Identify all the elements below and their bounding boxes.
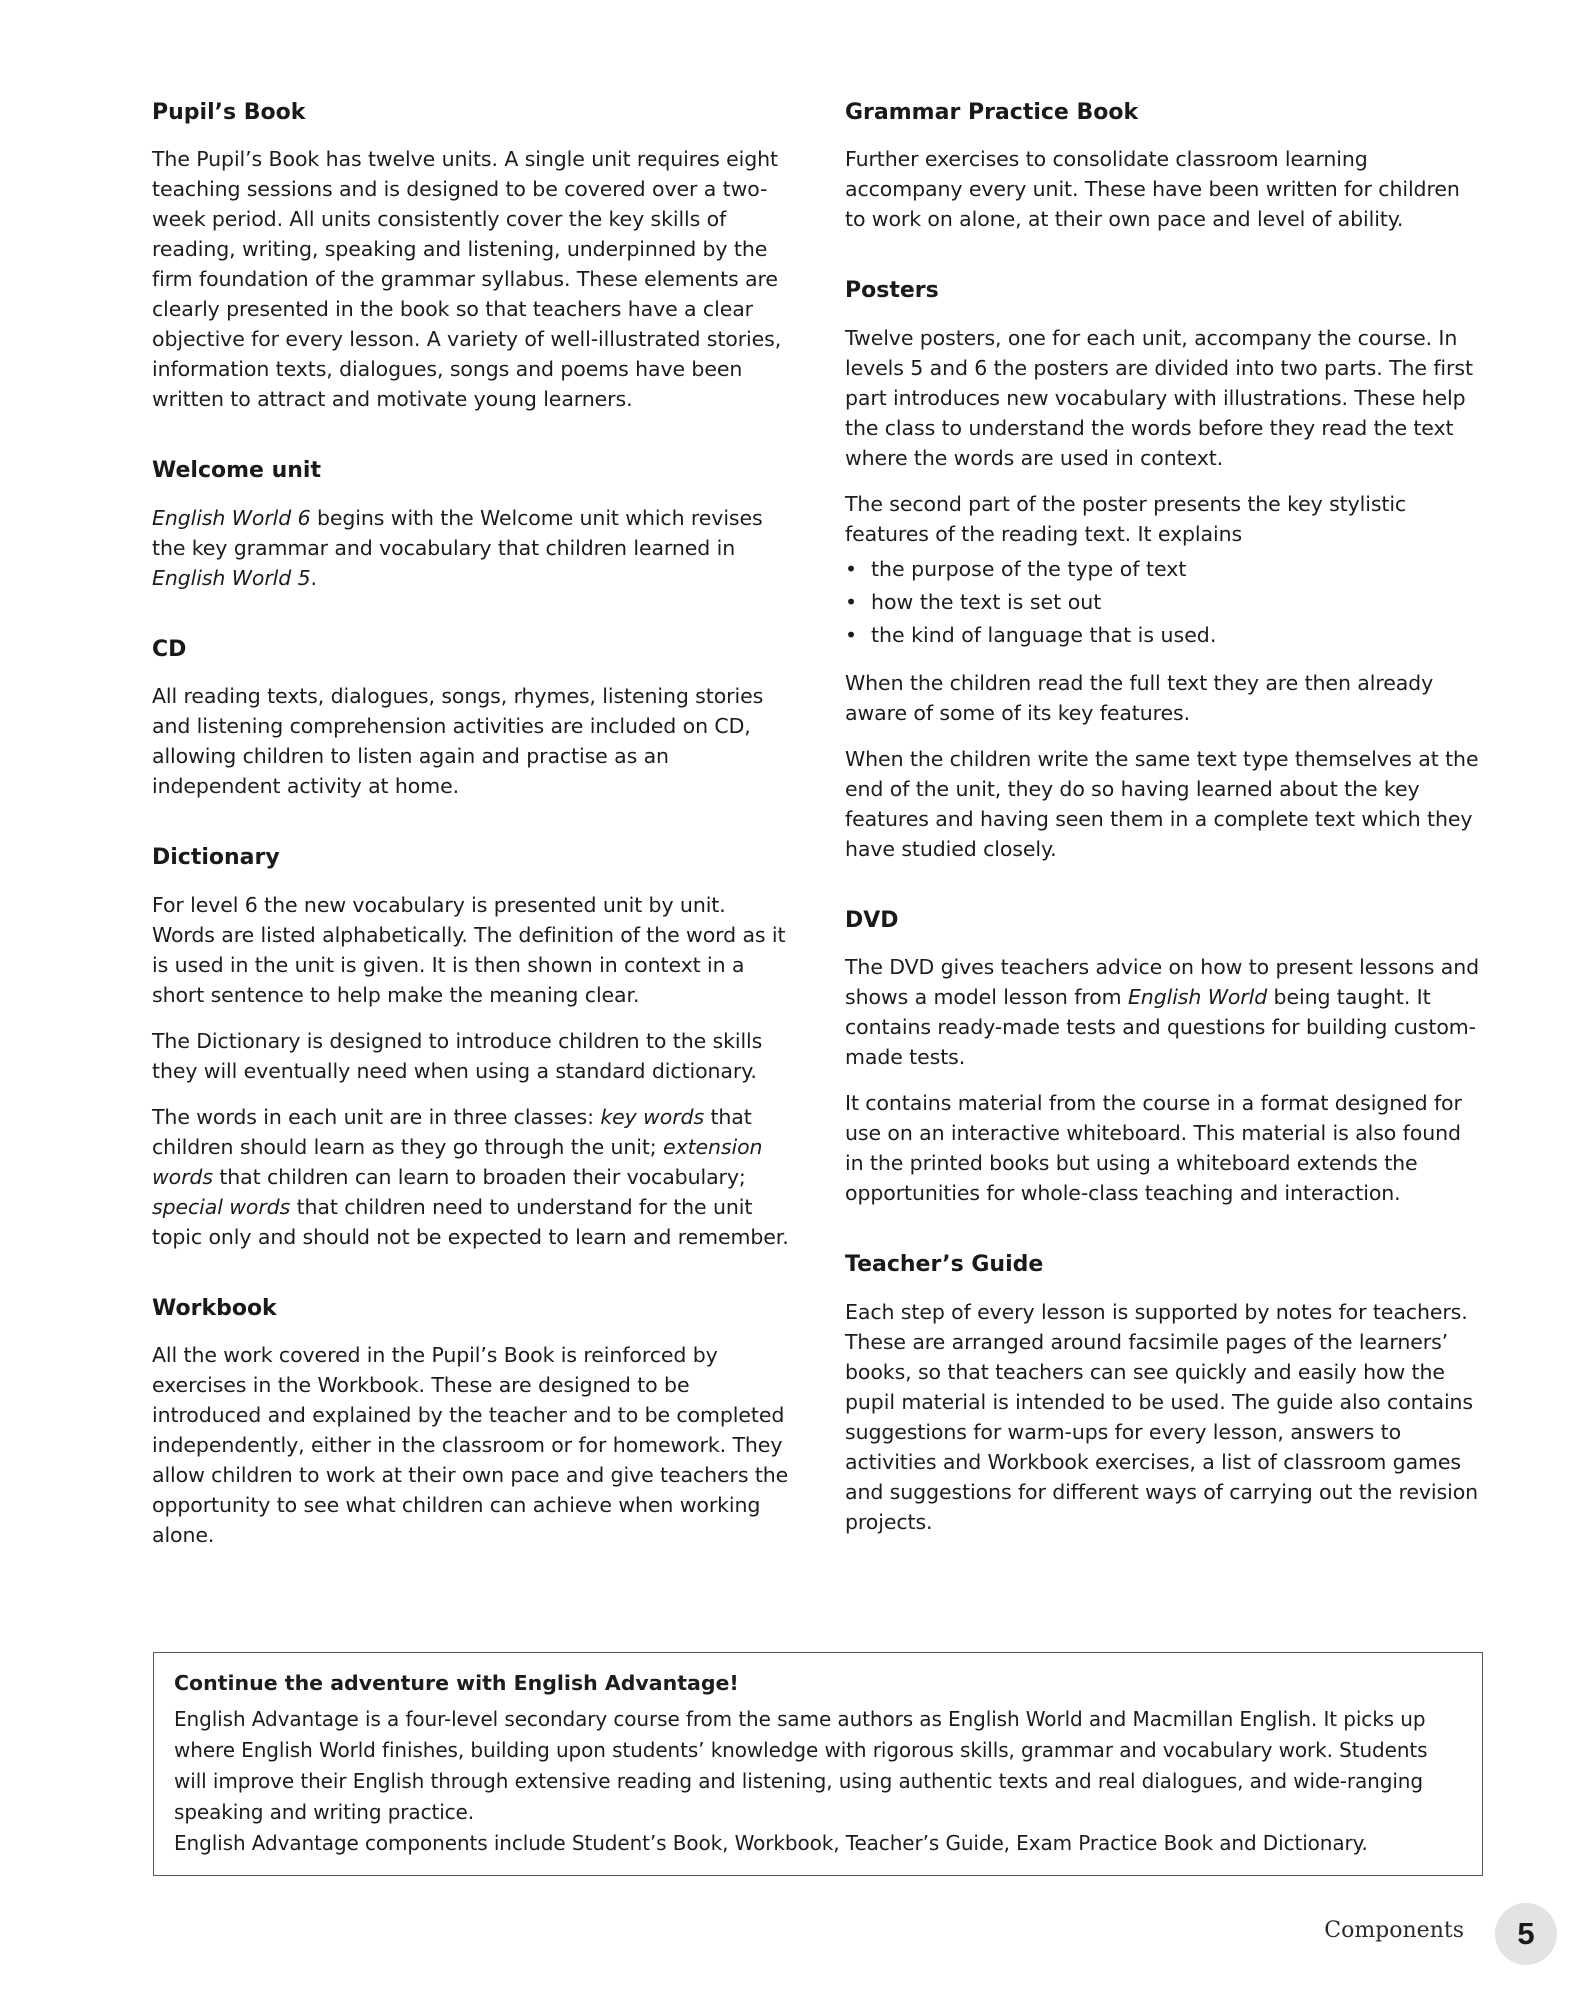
book-title: English World 5: [152, 565, 311, 590]
footer-section-label: Components: [1324, 1918, 1464, 1943]
term-special-words: special words: [152, 1194, 291, 1219]
section-welcome-unit: [152, 458, 792, 592]
paragraph: Each step of every lesson is supported by notes for teachers. These are arranged around facsimile pages of the learners’ books, so that teachers can see quickly and easily how the pupil material is intended to be used. The guide also contains suggestions for warm-ups for every lesson, answers to activities and Workbook exercises, a list of classroom games and suggestions for different ways of carrying out the revision projects.: [845, 1299, 1479, 1534]
book-title: English World: [1127, 985, 1268, 1010]
bullet-list: [845, 553, 1485, 652]
paragraph: Twelve posters, one for each unit, accompany the course. In levels 5 and 6 the posters are divided into two parts. The first part introduces new vocabulary with illustrations. These help the class to understand the words before they read the text where the words are used in context.: [845, 325, 1473, 470]
text-run: being taught. It contains ready-made tests and questions for building custom-made tests.: [845, 985, 1476, 1070]
book-title: English World 6: [152, 505, 311, 530]
left-column: [152, 100, 792, 1594]
text-run: that children can learn to broaden their vocabulary;: [212, 1164, 746, 1189]
text-run: begins with the Welcome unit which revises the key grammar and vocabulary that children learned in: [152, 505, 763, 560]
text-run: that children should learn as they go through the unit;: [152, 1104, 752, 1159]
section-workbook: [152, 1296, 792, 1550]
page-number-badge: 5: [1495, 1903, 1557, 1965]
paragraph: [152, 503, 792, 593]
paragraph: The Pupil’s Book has twelve units. A single unit requires eight teaching sessions and is designed to be covered over a two-week period. All units consistently cover the key skills of reading, writing, speaking and listening, underpinned by the firm foundation of the grammar syllabus. These elements are clearly presented in the book so that teachers have a clear objective for every lesson. A variety of well-illustrated stories, information texts, dialogues, songs and poems have been written to attract and motivate young learners.: [152, 147, 782, 412]
section-heading: Posters: [845, 278, 939, 304]
section-heading: Pupil’s Book: [152, 100, 306, 125]
text-run: The words in each unit are in three classes:: [152, 1104, 601, 1129]
section-pupils-book: [152, 100, 792, 414]
text-run: .: [310, 565, 317, 590]
paragraph: It contains material from the course in a format designed for use on an interactive whiteboard. This material is also found in the printed books but using a whiteboard extends the opportunities for whole-class teaching and interaction.: [845, 1091, 1462, 1206]
paragraph: The second part of the poster presents the key stylistic features of the reading text. It explains: [845, 491, 1407, 546]
paragraph: [152, 1102, 792, 1252]
section-posters: [845, 278, 1485, 863]
section-cd: [152, 637, 792, 801]
paragraph: For level 6 the new vocabulary is presented unit by unit. Words are listed alphabetically. The definition of the word as it is used in the unit is given. It is then shown in context in a short sentence to help make the meaning clear.: [152, 892, 786, 1007]
section-grammar-practice-book: [845, 100, 1485, 234]
paragraph: [845, 952, 1485, 1072]
section-heading: Welcome unit: [152, 458, 321, 484]
section-heading: Teacher’s Guide: [845, 1252, 1044, 1278]
text-run: The DVD gives teachers advice on how to present lessons and shows a model lesson from: [845, 955, 1480, 1010]
section-heading: DVD: [845, 907, 899, 933]
section-heading: CD: [152, 636, 187, 662]
section-teachers-guide: [845, 1252, 1485, 1536]
text-run: that children need to understand for the unit topic only and should not be expected to learn and remember.: [152, 1194, 789, 1249]
paragraph: All the work covered in the Pupil’s Book is reinforced by exercises in the Workbook. These are designed to be introduced and explained by the teacher and to be completed independently, either in the classroom or for homework. They allow children to work at their own pace and give teachers the opportunity to see what children can achieve when working alone.: [152, 1342, 789, 1547]
paragraph: When the children read the full text they are then already aware of some of its key features.: [845, 670, 1434, 725]
section-heading: Workbook: [152, 1295, 277, 1321]
term-extension-words: extension words: [152, 1134, 763, 1189]
section-heading: Dictionary: [152, 845, 280, 871]
paragraph: When the children write the same text type themselves at the end of the unit, they do so having learned about the key features and having seen them in a complete text which they have studied closely.: [845, 746, 1479, 861]
promo-heading: Continue the adventure with English Advantage!: [174, 1671, 739, 1695]
list-item: • the kind of language that is used.: [845, 619, 1485, 652]
promo-box: [153, 1652, 1483, 1876]
promo-paragraph: English Advantage is a four-level secondary course from the same authors as English World and Macmillan English. It picks up where English World finishes, building upon students’ knowledge with rigorous skills, grammar and vocabulary work. Students will improve their English through extensive reading and listening, using authentic texts and real dialogues, and wide-ranging speaking and writing practice.: [174, 1707, 1428, 1824]
section-heading: Grammar Practice Book: [845, 100, 1139, 125]
section-dictionary: [152, 845, 792, 1251]
term-key-words: key words: [600, 1104, 705, 1129]
section-dvd: [845, 908, 1485, 1208]
list-item: • the purpose of the type of text: [845, 553, 1485, 586]
paragraph: All reading texts, dialogues, songs, rhymes, listening stories and listening comprehension activities are included on CD, allowing children to listen again and practise as an independent activity at home.: [152, 684, 764, 799]
paragraph: Further exercises to consolidate classroom learning accompany every unit. These have been written for children to work on alone, at their own pace and level of ability.: [845, 147, 1460, 232]
list-item: • how the text is set out: [845, 586, 1485, 619]
paragraph: The Dictionary is designed to introduce children to the skills they will eventually need when using a standard dictionary.: [152, 1028, 763, 1083]
promo-paragraph: English Advantage components include Student’s Book, Workbook, Teacher’s Guide, Exam Practice Book and Dictionary.: [174, 1831, 1368, 1855]
right-column: [845, 100, 1485, 1581]
